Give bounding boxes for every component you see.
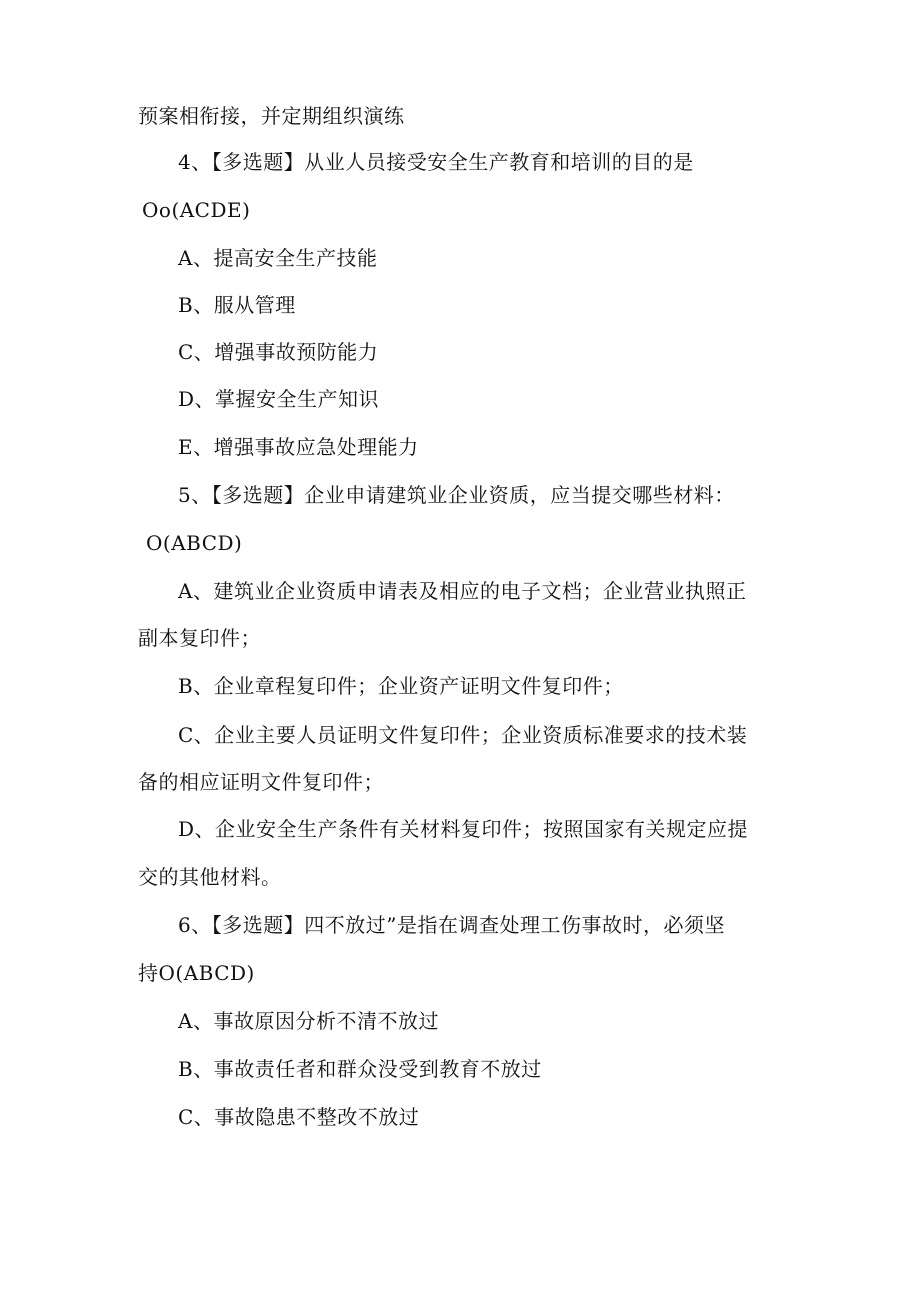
question-4-title: 4、【多选题】从业人员接受安全生产教育和培训的目的是 [178, 150, 694, 174]
option-a: A、建筑业企业资质申请表及相应的电子文档；企业营业执照正 [178, 579, 747, 603]
option-a: A、事故原因分析不清不放过 [178, 1009, 439, 1033]
question-5-title: 5、【多选题】企业申请建筑业企业资质，应当提交哪些材料： [178, 483, 735, 507]
question-6-title: 6、【多选题】四不放过”是指在调查处理工伤事故时，必须坚 [178, 913, 725, 937]
option-c: C、增强事故预防能力 [178, 340, 379, 364]
option-a-continued: 副本复印件； [138, 626, 261, 650]
text-line: 预案相衔接，并定期组织演练 [138, 104, 405, 128]
option-c-continued: 备的相应证明文件复印件； [138, 770, 384, 794]
option-d: D、企业安全生产条件有关材料复印件；按照国家有关规定应提 [178, 817, 749, 841]
option-d: D、掌握安全生产知识 [178, 387, 380, 411]
option-e: E、增强事故应急处理能力 [178, 435, 419, 459]
question-6-answer: 持O(ABCD) [138, 961, 255, 985]
option-d-continued: 交的其他材料。 [138, 865, 282, 889]
option-b: B、企业章程复印件；企业资产证明文件复印件； [178, 674, 624, 698]
option-c: C、事故隐患不整改不放过 [178, 1105, 420, 1129]
option-b: B、服从管理 [178, 293, 296, 317]
question-4-answer: Oo(ACDE) [142, 198, 251, 222]
option-c: C、企业主要人员证明文件复印件；企业资质标准要求的技术装 [178, 723, 748, 747]
option-b: B、事故责任者和群众没受到教育不放过 [178, 1057, 542, 1081]
question-5-answer: O(ABCD) [146, 531, 243, 555]
option-a: A、提高安全生产技能 [178, 246, 378, 270]
